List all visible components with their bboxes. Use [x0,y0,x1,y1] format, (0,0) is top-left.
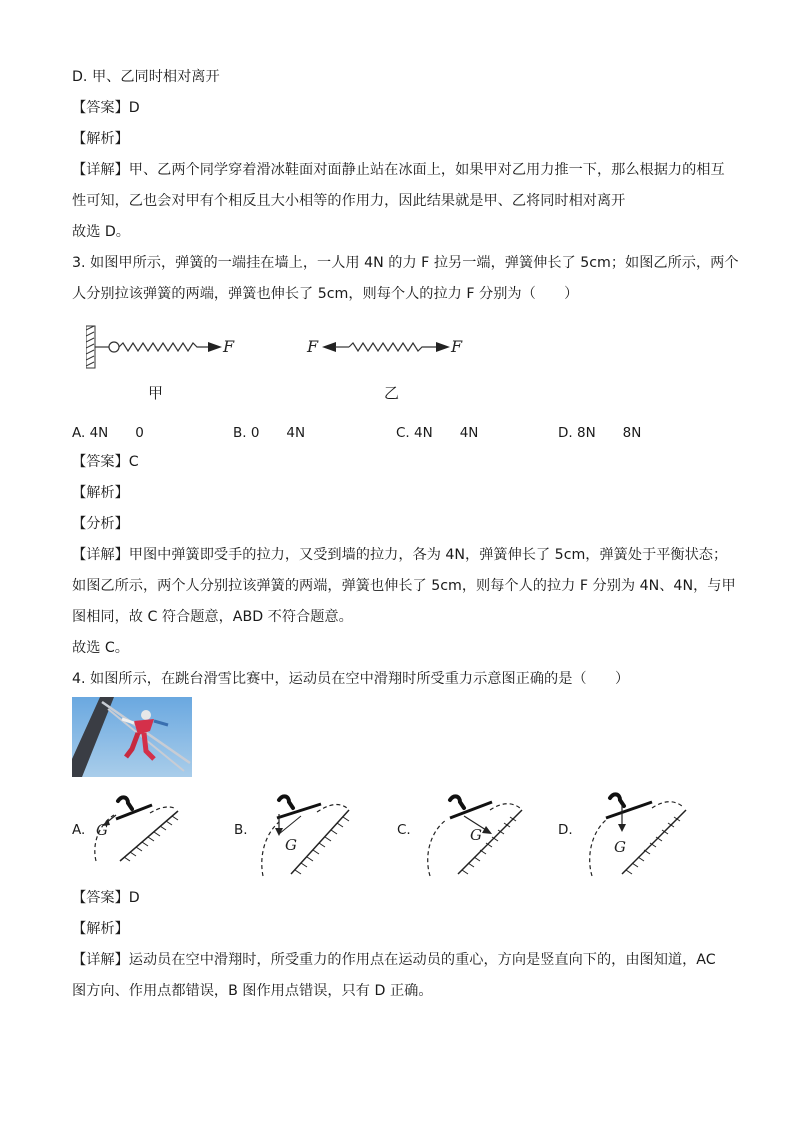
q3-stem-line1: 3. 如图甲所示，弹簧的一端挂在墙上，一人用 4N 的力 F 拉另一端，弹簧伸长了 5cm；如图乙所示，两个 [72,255,739,271]
gravity-diagram-a [88,795,188,865]
force-label-f-left: F [307,337,319,356]
gravity-diagram-d [580,788,690,880]
q4-answer: 【答案】D [72,890,140,906]
q3-option-a: A. 4N 0 [72,425,144,441]
caption-yi: 乙 [384,384,400,402]
q3-answer: 【答案】C [72,454,139,470]
q2-conclusion: 故选 D。 [72,224,130,240]
spring-wall-figure [86,322,246,372]
q3-option-b: B. 0 4N [233,425,306,441]
q4-detail-line1: 【详解】运动员在空中滑翔时，所受重力的作用点在运动员的重心，方向是竖直向下的，由图知道，AC [72,952,716,968]
q4-option-label-a: A. [72,822,86,838]
gravity-label-b: G [285,836,297,854]
q3-option-c: C. 4N 4N [396,425,479,441]
q4-option-label-b: B. [234,822,248,838]
q2-option-d: D. 甲、乙同时相对离开 [72,69,220,85]
q3-detail-line3: 图相同，故 C 符合题意，ABD 不符合题意。 [72,609,353,625]
spring-two-people-figure [305,332,475,362]
gravity-label-a: G [96,821,108,839]
q2-answer: 【答案】D [72,100,140,116]
gravity-label-c: G [470,826,482,844]
q4-detail-line2: 图方向、作用点都错误，B 图作用点错误，只有 D 正确。 [72,983,433,999]
q2-detail-line1: 【详解】甲、乙两个同学穿着滑冰鞋面对面静止站在冰面上，如果甲对乙用力推一下，那么根据力的相互 [72,162,725,178]
gravity-label-d: G [614,838,626,856]
gravity-diagram-c [418,790,528,880]
caption-jia: 甲 [148,384,164,402]
ski-jumper-photo [72,697,192,777]
q4-option-label-c: C. [397,822,411,838]
q3-detail-line2: 如图乙所示，两个人分别拉该弹簧的两端，弹簧也伸长了 5cm，则每个人的拉力 F 分别为 4N、4N，与甲 [72,578,736,594]
q4-stem: 4. 如图所示，在跳台滑雪比赛中，运动员在空中滑翔时所受重力示意图正确的是（ ） [72,671,630,687]
q2-detail-line2: 性可知，乙也会对甲有个相反且大小相等的作用力，因此结果就是甲、乙将同时相对离开 [72,193,626,209]
q3-option-d: D. 8N 8N [558,425,642,441]
q3-fenxi: 【分析】 [72,516,129,532]
q3-analysis: 【解析】 [72,485,129,501]
q3-stem-line2: 人分别拉该弹簧的两端，弹簧也伸长了 5cm，则每个人的拉力 F 分别为（ ） [72,286,579,302]
q3-detail-line1: 【详解】甲图中弹簧即受手的拉力，又受到墙的拉力，各为 4N，弹簧伸长了 5cm，弹簧处于平衡状态； [72,547,728,563]
q3-conclusion: 故选 C。 [72,640,129,656]
q4-analysis: 【解析】 [72,921,129,937]
force-label-f-right: F [451,337,463,356]
q2-analysis: 【解析】 [72,131,129,147]
gravity-diagram-b [255,790,355,880]
force-label-f: F [223,337,235,356]
q4-option-label-d: D. [558,822,573,838]
